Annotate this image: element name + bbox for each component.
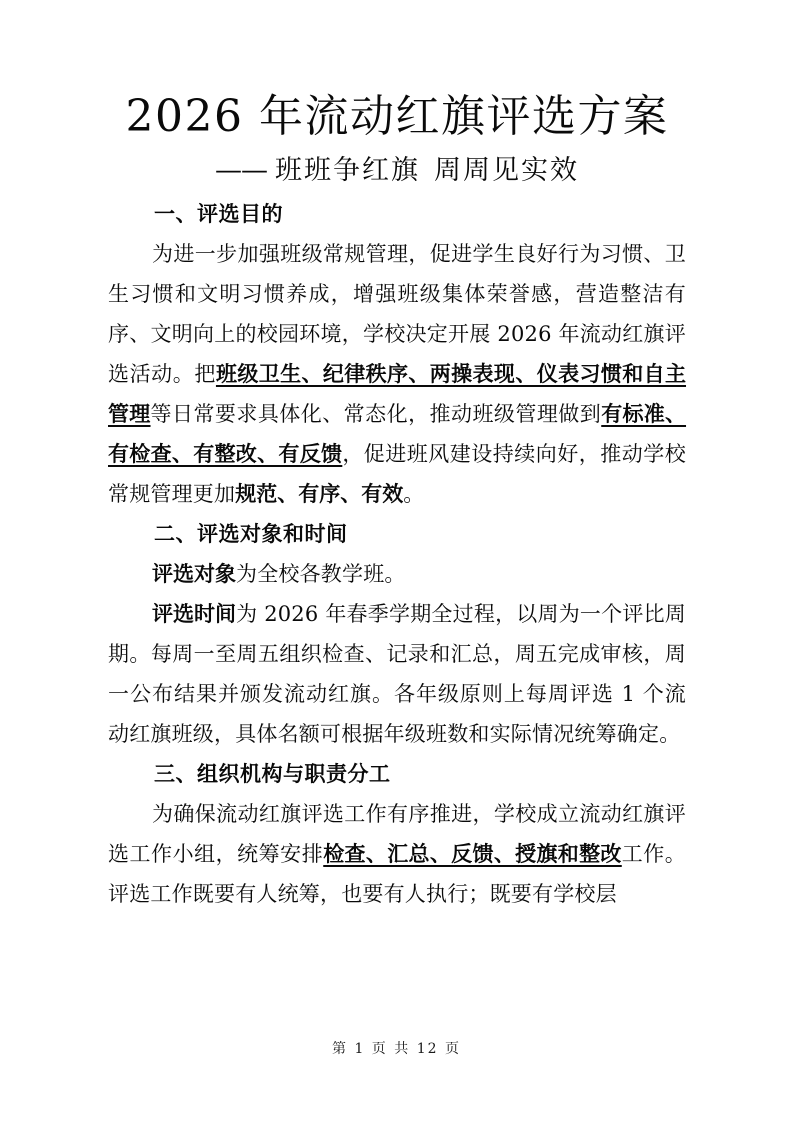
text-run: 工作。评选工作既要有人统筹，也要有人执行；既要有学校层 [108, 841, 687, 906]
subtitle-part-2: 周周见实效 [434, 155, 579, 187]
emphasis-underline-run: 检查、汇总、反馈、授旗和整改 [323, 841, 622, 866]
paragraph [108, 554, 686, 594]
emphasis-run: 规范、有序、有效 [235, 481, 404, 506]
text-run: 。 [403, 481, 425, 506]
emphasis-underline-run: 班级卫生、纪律秩序、两操表现、仪表习惯和自主管理 [108, 361, 687, 426]
paragraph [108, 794, 686, 914]
subtitle-dash: —— [215, 155, 267, 187]
subtitle-part-1: 班班争红旗 [275, 155, 420, 187]
document-subtitle [108, 141, 686, 187]
page-footer: 第 1 页 共 12 页 [332, 1041, 461, 1057]
text-run: 等日常要求具体化、常态化，推动班级管理做到 [150, 401, 602, 426]
text-run: 为 2026 年春季学期全过程，以周为一个评比周期。每周一至周五组织检查、记录和汇总，周五完成审核，周一公布结果并颁发流动红旗。各年级原则上每周评选 1 个流动红旗班级，具体名额可根据年级班数和实际情况统筹确定。 [108, 601, 687, 746]
page-content [108, 0, 686, 914]
text-run: 为确保流动红旗评选工作有序推进，学校成立流动红旗评选工作小组，统筹安排 [108, 801, 686, 866]
text-run: 为全校各教学班。 [236, 561, 406, 586]
paragraph [108, 234, 686, 514]
document-title: 2026 年流动红旗评选方案 [125, 91, 669, 142]
emphasis-run: 评选对象 [152, 561, 236, 586]
section-heading-3: 三、组织机构与职责分工 [154, 761, 391, 786]
emphasis-underline-run: 有标准、有检查、有整改、有反馈 [108, 401, 687, 466]
text-run: 为进一步加强班级常规管理，促进学生良好行为习惯、卫生习惯和文明习惯养成，增强班级集体荣誉感，营造整洁有序、文明向上的校园环境，学校决定开展 2026 年流动红旗评选活动。把 [108, 241, 686, 386]
paragraph [108, 594, 686, 754]
emphasis-run: 评选时间 [152, 601, 237, 626]
section-heading-1: 一、评选目的 [154, 201, 283, 226]
text-run: ，促进班风建设持续向好，推动学校常规管理更加 [108, 441, 687, 506]
section-heading-2: 二、评选对象和时间 [154, 521, 348, 546]
